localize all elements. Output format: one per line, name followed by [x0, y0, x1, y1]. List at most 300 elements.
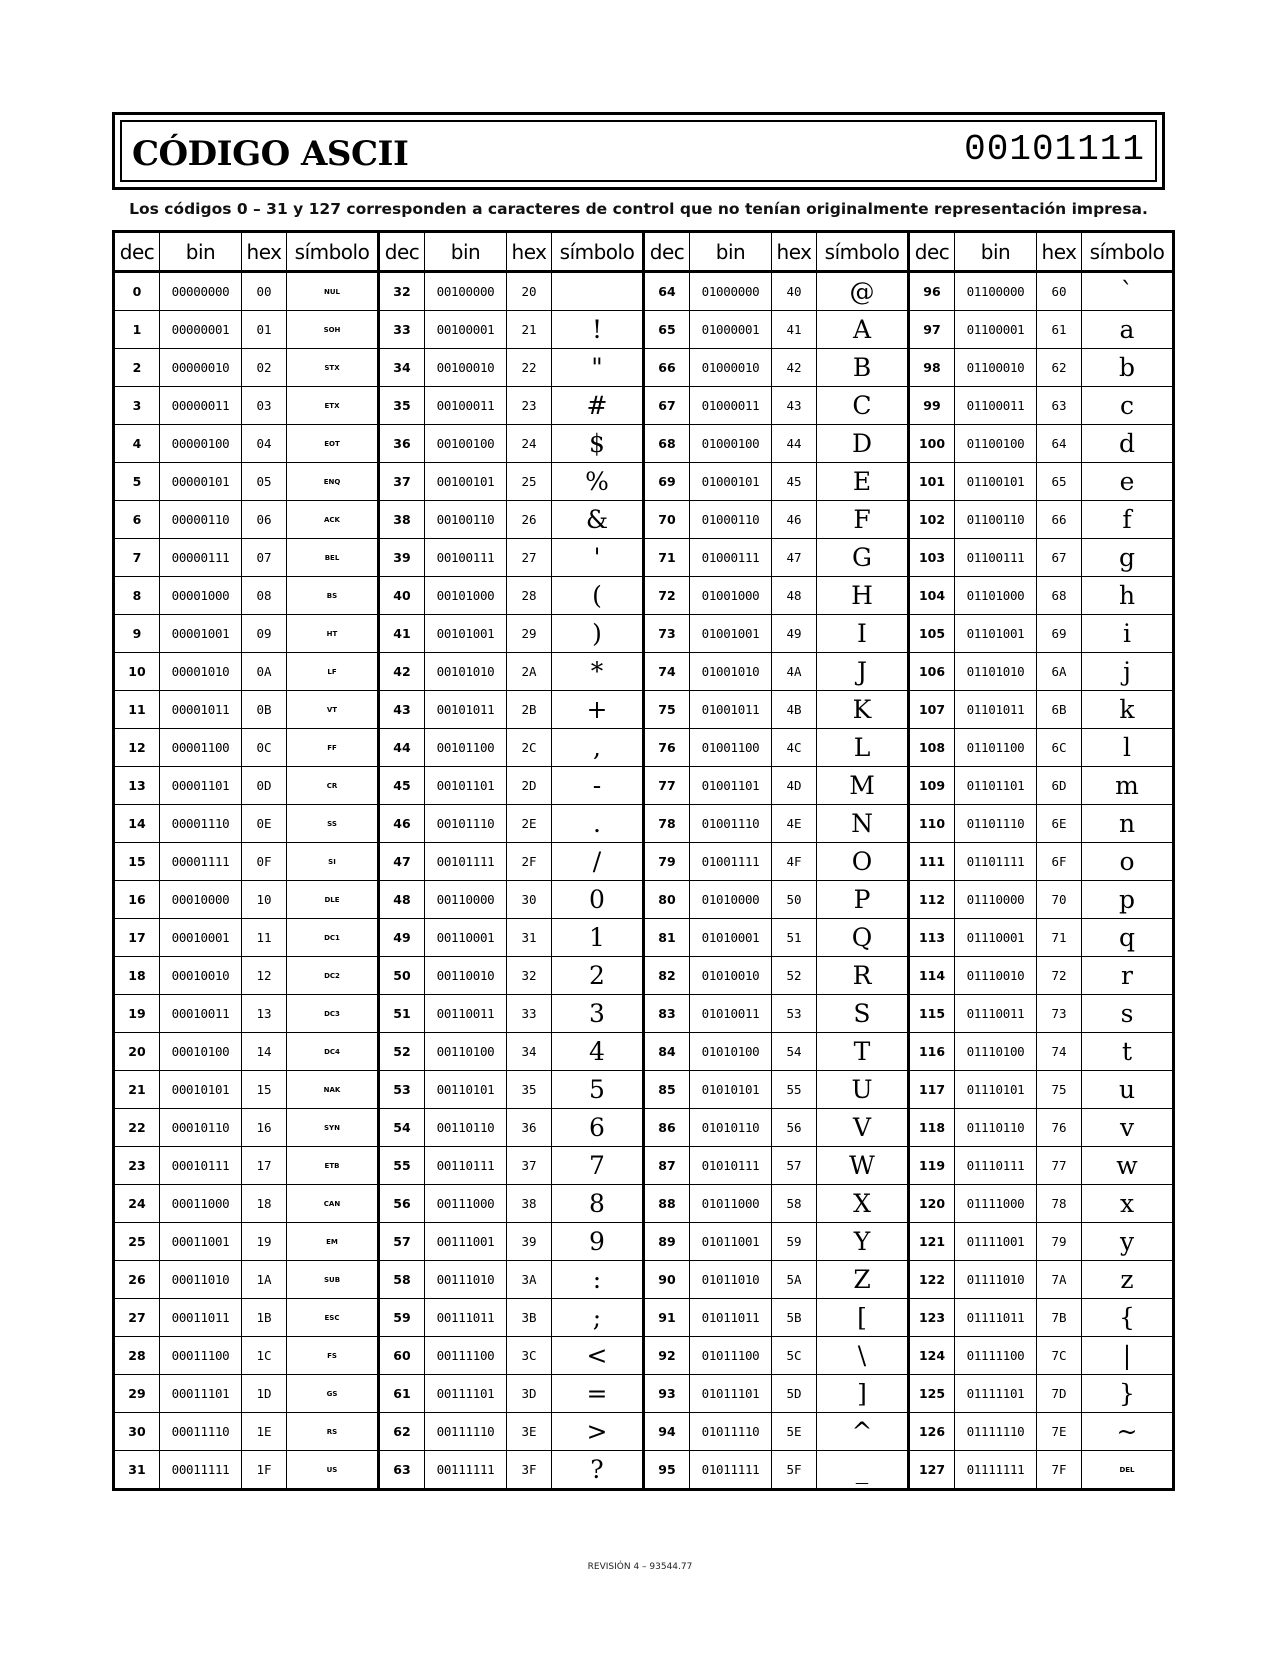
table-row — [114, 729, 1174, 767]
cell-dec: 109 — [909, 767, 955, 805]
cell-dec: 68 — [644, 425, 690, 463]
cell-dec: 4 — [114, 425, 160, 463]
cell-hex: 33 — [507, 995, 552, 1033]
table-row — [114, 1299, 1174, 1337]
table-row — [114, 387, 1174, 425]
cell-symbol: 7 — [552, 1147, 644, 1185]
cell-bin: 00001000 — [160, 577, 242, 615]
cell-hex: 73 — [1037, 995, 1082, 1033]
cell-hex: 4E — [772, 805, 817, 843]
cell-hex: 12 — [242, 957, 287, 995]
cell-dec: 117 — [909, 1071, 955, 1109]
table-row — [114, 1413, 1174, 1451]
cell-bin: 00100001 — [425, 311, 507, 349]
cell-hex: 2B — [507, 691, 552, 729]
cell-bin: 00111111 — [425, 1451, 507, 1490]
cell-symbol: H — [817, 577, 909, 615]
cell-dec: 65 — [644, 311, 690, 349]
cell-bin: 01101111 — [955, 843, 1037, 881]
cell-hex: 77 — [1037, 1147, 1082, 1185]
cell-dec: 125 — [909, 1375, 955, 1413]
cell-bin: 01110010 — [955, 957, 1037, 995]
cell-symbol: + — [552, 691, 644, 729]
cell-dec: 95 — [644, 1451, 690, 1490]
cell-hex: 0D — [242, 767, 287, 805]
cell-hex: 43 — [772, 387, 817, 425]
cell-hex: 60 — [1037, 272, 1082, 311]
cell-symbol: ] — [817, 1375, 909, 1413]
cell-hex: 61 — [1037, 311, 1082, 349]
cell-bin: 01101000 — [955, 577, 1037, 615]
cell-symbol: ( — [552, 577, 644, 615]
cell-symbol: _ — [817, 1451, 909, 1490]
cell-bin: 01110101 — [955, 1071, 1037, 1109]
cell-hex: 27 — [507, 539, 552, 577]
cell-hex: 10 — [242, 881, 287, 919]
cell-dec: 26 — [114, 1261, 160, 1299]
cell-symbol: r — [1082, 957, 1174, 995]
cell-hex: 1B — [242, 1299, 287, 1337]
cell-symbol: } — [1082, 1375, 1174, 1413]
table-row — [114, 957, 1174, 995]
cell-hex: 68 — [1037, 577, 1082, 615]
cell-bin: 01001011 — [690, 691, 772, 729]
cell-bin: 01100001 — [955, 311, 1037, 349]
cell-bin: 01001000 — [690, 577, 772, 615]
cell-bin: 00011101 — [160, 1375, 242, 1413]
cell-bin: 01111100 — [955, 1337, 1037, 1375]
cell-hex: 71 — [1037, 919, 1082, 957]
cell-symbol: DC4 — [287, 1033, 379, 1071]
cell-bin: 00110001 — [425, 919, 507, 957]
cell-dec: 71 — [644, 539, 690, 577]
cell-symbol: h — [1082, 577, 1174, 615]
cell-hex: 7F — [1037, 1451, 1082, 1490]
cell-symbol: c — [1082, 387, 1174, 425]
cell-symbol: n — [1082, 805, 1174, 843]
cell-bin: 01010011 — [690, 995, 772, 1033]
cell-symbol: ENQ — [287, 463, 379, 501]
cell-hex: 40 — [772, 272, 817, 311]
cell-hex: 3E — [507, 1413, 552, 1451]
cell-bin: 00101111 — [425, 843, 507, 881]
column-header-dec: dec — [114, 232, 160, 272]
cell-symbol: 2 — [552, 957, 644, 995]
cell-hex: 2A — [507, 653, 552, 691]
cell-symbol: 4 — [552, 1033, 644, 1071]
cell-bin: 00011010 — [160, 1261, 242, 1299]
cell-dec: 18 — [114, 957, 160, 995]
cell-symbol: | — [1082, 1337, 1174, 1375]
cell-symbol: ! — [552, 311, 644, 349]
cell-dec: 127 — [909, 1451, 955, 1490]
cell-dec: 75 — [644, 691, 690, 729]
cell-symbol: 8 — [552, 1185, 644, 1223]
table-row — [114, 425, 1174, 463]
cell-dec: 81 — [644, 919, 690, 957]
cell-symbol: T — [817, 1033, 909, 1071]
cell-dec: 38 — [379, 501, 425, 539]
cell-dec: 53 — [379, 1071, 425, 1109]
table-row — [114, 311, 1174, 349]
cell-bin: 01100111 — [955, 539, 1037, 577]
cell-hex: 16 — [242, 1109, 287, 1147]
column-header-bin: bin — [955, 232, 1037, 272]
cell-hex: 06 — [242, 501, 287, 539]
cell-hex: 6F — [1037, 843, 1082, 881]
cell-hex: 6D — [1037, 767, 1082, 805]
cell-symbol: / — [552, 843, 644, 881]
cell-dec: 55 — [379, 1147, 425, 1185]
cell-symbol: 3 — [552, 995, 644, 1033]
cell-bin: 01011000 — [690, 1185, 772, 1223]
cell-symbol: a — [1082, 311, 1174, 349]
cell-dec: 102 — [909, 501, 955, 539]
cell-bin: 00000000 — [160, 272, 242, 311]
cell-dec: 3 — [114, 387, 160, 425]
cell-symbol: = — [552, 1375, 644, 1413]
cell-symbol: I — [817, 615, 909, 653]
cell-bin: 00000111 — [160, 539, 242, 577]
cell-bin: 00100000 — [425, 272, 507, 311]
cell-hex: 13 — [242, 995, 287, 1033]
cell-bin: 00001111 — [160, 843, 242, 881]
cell-dec: 30 — [114, 1413, 160, 1451]
table-row — [114, 1223, 1174, 1261]
cell-hex: 4D — [772, 767, 817, 805]
cell-symbol: 5 — [552, 1071, 644, 1109]
cell-dec: 98 — [909, 349, 955, 387]
table-row — [114, 615, 1174, 653]
cell-dec: 27 — [114, 1299, 160, 1337]
cell-bin: 00111101 — [425, 1375, 507, 1413]
cell-dec: 60 — [379, 1337, 425, 1375]
title-box — [112, 112, 1165, 190]
cell-dec: 57 — [379, 1223, 425, 1261]
cell-dec: 17 — [114, 919, 160, 957]
cell-dec: 112 — [909, 881, 955, 919]
cell-symbol: i — [1082, 615, 1174, 653]
cell-bin: 00001110 — [160, 805, 242, 843]
cell-symbol: G — [817, 539, 909, 577]
cell-symbol: O — [817, 843, 909, 881]
cell-dec: 49 — [379, 919, 425, 957]
cell-dec: 13 — [114, 767, 160, 805]
cell-symbol: FF — [287, 729, 379, 767]
cell-symbol: j — [1082, 653, 1174, 691]
column-header-symbol: símbolo — [552, 232, 644, 272]
cell-hex: 56 — [772, 1109, 817, 1147]
cell-dec: 108 — [909, 729, 955, 767]
cell-symbol: @ — [817, 272, 909, 311]
cell-dec: 33 — [379, 311, 425, 349]
cell-bin: 01100000 — [955, 272, 1037, 311]
cell-hex: 31 — [507, 919, 552, 957]
cell-bin: 00000011 — [160, 387, 242, 425]
cell-symbol: [ — [817, 1299, 909, 1337]
cell-dec: 36 — [379, 425, 425, 463]
cell-hex: 44 — [772, 425, 817, 463]
cell-bin: 00100110 — [425, 501, 507, 539]
cell-hex: 1A — [242, 1261, 287, 1299]
cell-symbol: b — [1082, 349, 1174, 387]
cell-bin: 01011001 — [690, 1223, 772, 1261]
cell-dec: 1 — [114, 311, 160, 349]
cell-bin: 01011011 — [690, 1299, 772, 1337]
cell-hex: 2F — [507, 843, 552, 881]
cell-hex: 5E — [772, 1413, 817, 1451]
cell-hex: 15 — [242, 1071, 287, 1109]
cell-hex: 67 — [1037, 539, 1082, 577]
cell-bin: 01001101 — [690, 767, 772, 805]
cell-dec: 91 — [644, 1299, 690, 1337]
cell-bin: 01010100 — [690, 1033, 772, 1071]
cell-dec: 32 — [379, 272, 425, 311]
cell-bin: 00011001 — [160, 1223, 242, 1261]
cell-bin: 00010110 — [160, 1109, 242, 1147]
cell-bin: 01111010 — [955, 1261, 1037, 1299]
cell-bin: 01100010 — [955, 349, 1037, 387]
cell-hex: 22 — [507, 349, 552, 387]
cell-dec: 115 — [909, 995, 955, 1033]
cell-symbol: SOH — [287, 311, 379, 349]
cell-symbol: W — [817, 1147, 909, 1185]
cell-hex: 23 — [507, 387, 552, 425]
cell-symbol: VT — [287, 691, 379, 729]
cell-bin: 01010111 — [690, 1147, 772, 1185]
cell-symbol: . — [552, 805, 644, 843]
cell-hex: 07 — [242, 539, 287, 577]
cell-bin: 00110011 — [425, 995, 507, 1033]
cell-symbol: Z — [817, 1261, 909, 1299]
cell-dec: 66 — [644, 349, 690, 387]
cell-symbol: DEL — [1082, 1451, 1174, 1490]
page-title: CÓDIGO ASCII — [132, 134, 409, 174]
cell-hex: 03 — [242, 387, 287, 425]
cell-symbol: # — [552, 387, 644, 425]
cell-dec: 90 — [644, 1261, 690, 1299]
cell-hex: 58 — [772, 1185, 817, 1223]
cell-bin: 01110011 — [955, 995, 1037, 1033]
cell-hex: 3A — [507, 1261, 552, 1299]
cell-dec: 103 — [909, 539, 955, 577]
cell-dec: 110 — [909, 805, 955, 843]
cell-bin: 00010000 — [160, 881, 242, 919]
table-row — [114, 1375, 1174, 1413]
cell-symbol: k — [1082, 691, 1174, 729]
table-row — [114, 1185, 1174, 1223]
cell-symbol: u — [1082, 1071, 1174, 1109]
cell-symbol: F — [817, 501, 909, 539]
cell-hex: 0F — [242, 843, 287, 881]
cell-bin: 00001011 — [160, 691, 242, 729]
cell-symbol: g — [1082, 539, 1174, 577]
cell-bin: 00111110 — [425, 1413, 507, 1451]
cell-dec: 116 — [909, 1033, 955, 1071]
cell-dec: 85 — [644, 1071, 690, 1109]
cell-bin: 01000111 — [690, 539, 772, 577]
cell-dec: 86 — [644, 1109, 690, 1147]
cell-bin: 01000010 — [690, 349, 772, 387]
cell-bin: 01101101 — [955, 767, 1037, 805]
cell-hex: 7A — [1037, 1261, 1082, 1299]
cell-dec: 69 — [644, 463, 690, 501]
cell-dec: 42 — [379, 653, 425, 691]
cell-hex: 59 — [772, 1223, 817, 1261]
cell-bin: 00111011 — [425, 1299, 507, 1337]
cell-symbol: A — [817, 311, 909, 349]
cell-hex: 7B — [1037, 1299, 1082, 1337]
cell-symbol: s — [1082, 995, 1174, 1033]
cell-bin: 00110111 — [425, 1147, 507, 1185]
cell-bin: 00011011 — [160, 1299, 242, 1337]
cell-symbol: q — [1082, 919, 1174, 957]
cell-hex: 1D — [242, 1375, 287, 1413]
cell-symbol: $ — [552, 425, 644, 463]
cell-symbol: C — [817, 387, 909, 425]
table-row — [114, 691, 1174, 729]
cell-symbol: X — [817, 1185, 909, 1223]
cell-bin: 00111100 — [425, 1337, 507, 1375]
cell-symbol: ^ — [817, 1413, 909, 1451]
cell-bin: 01110111 — [955, 1147, 1037, 1185]
cell-hex: 19 — [242, 1223, 287, 1261]
cell-dec: 74 — [644, 653, 690, 691]
table-row — [114, 272, 1174, 311]
cell-bin: 00011000 — [160, 1185, 242, 1223]
cell-dec: 79 — [644, 843, 690, 881]
cell-hex: 41 — [772, 311, 817, 349]
table-row — [114, 1071, 1174, 1109]
cell-symbol: J — [817, 653, 909, 691]
cell-hex: 04 — [242, 425, 287, 463]
cell-hex: 7C — [1037, 1337, 1082, 1375]
cell-dec: 118 — [909, 1109, 955, 1147]
ascii-table — [112, 230, 1175, 1491]
cell-symbol: * — [552, 653, 644, 691]
table-row — [114, 577, 1174, 615]
cell-symbol: w — [1082, 1147, 1174, 1185]
cell-dec: 111 — [909, 843, 955, 881]
cell-hex: 1F — [242, 1451, 287, 1490]
cell-hex: 45 — [772, 463, 817, 501]
cell-hex: 75 — [1037, 1071, 1082, 1109]
cell-bin: 01110110 — [955, 1109, 1037, 1147]
cell-bin: 00111000 — [425, 1185, 507, 1223]
cell-symbol: ESC — [287, 1299, 379, 1337]
cell-dec: 21 — [114, 1071, 160, 1109]
cell-dec: 10 — [114, 653, 160, 691]
cell-dec: 59 — [379, 1299, 425, 1337]
cell-dec: 89 — [644, 1223, 690, 1261]
cell-hex: 69 — [1037, 615, 1082, 653]
cell-symbol: Y — [817, 1223, 909, 1261]
cell-dec: 62 — [379, 1413, 425, 1451]
column-header-hex: hex — [242, 232, 287, 272]
cell-bin: 01000110 — [690, 501, 772, 539]
cell-symbol: \ — [817, 1337, 909, 1375]
cell-dec: 43 — [379, 691, 425, 729]
cell-bin: 01001010 — [690, 653, 772, 691]
cell-symbol: " — [552, 349, 644, 387]
cell-symbol: ' — [552, 539, 644, 577]
cell-dec: 54 — [379, 1109, 425, 1147]
cell-dec: 120 — [909, 1185, 955, 1223]
cell-bin: 01100011 — [955, 387, 1037, 425]
column-header-bin: bin — [160, 232, 242, 272]
cell-hex: 47 — [772, 539, 817, 577]
column-header-symbol: símbolo — [287, 232, 379, 272]
cell-symbol: E — [817, 463, 909, 501]
cell-hex: 49 — [772, 615, 817, 653]
cell-dec: 67 — [644, 387, 690, 425]
cell-bin: 00111010 — [425, 1261, 507, 1299]
cell-symbol: & — [552, 501, 644, 539]
title-inner — [120, 120, 1157, 182]
cell-hex: 25 — [507, 463, 552, 501]
cell-hex: 7E — [1037, 1413, 1082, 1451]
cell-hex: 34 — [507, 1033, 552, 1071]
cell-dec: 114 — [909, 957, 955, 995]
cell-hex: 46 — [772, 501, 817, 539]
cell-bin: 01001100 — [690, 729, 772, 767]
column-header-hex: hex — [1037, 232, 1082, 272]
cell-symbol: STX — [287, 349, 379, 387]
cell-hex: 6E — [1037, 805, 1082, 843]
cell-symbol: M — [817, 767, 909, 805]
cell-dec: 126 — [909, 1413, 955, 1451]
cell-symbol: SS — [287, 805, 379, 843]
cell-hex: 0C — [242, 729, 287, 767]
cell-dec: 88 — [644, 1185, 690, 1223]
cell-dec: 78 — [644, 805, 690, 843]
cell-bin: 01011110 — [690, 1413, 772, 1451]
cell-dec: 80 — [644, 881, 690, 919]
cell-hex: 01 — [242, 311, 287, 349]
cell-dec: 8 — [114, 577, 160, 615]
cell-dec: 23 — [114, 1147, 160, 1185]
cell-hex: 09 — [242, 615, 287, 653]
cell-bin: 01001001 — [690, 615, 772, 653]
cell-bin: 01001111 — [690, 843, 772, 881]
cell-symbol: > — [552, 1413, 644, 1451]
cell-dec: 29 — [114, 1375, 160, 1413]
cell-bin: 01110100 — [955, 1033, 1037, 1071]
cell-bin: 00100101 — [425, 463, 507, 501]
cell-bin: 01101100 — [955, 729, 1037, 767]
cell-dec: 12 — [114, 729, 160, 767]
table-row — [114, 463, 1174, 501]
cell-hex: 4F — [772, 843, 817, 881]
table-body — [114, 272, 1174, 1490]
cell-symbol: US — [287, 1451, 379, 1490]
cell-symbol: ETX — [287, 387, 379, 425]
cell-hex: 24 — [507, 425, 552, 463]
cell-bin: 01000011 — [690, 387, 772, 425]
cell-bin: 00010001 — [160, 919, 242, 957]
column-header-hex: hex — [507, 232, 552, 272]
cell-symbol: D — [817, 425, 909, 463]
cell-hex: 5D — [772, 1375, 817, 1413]
cell-dec: 106 — [909, 653, 955, 691]
cell-dec: 2 — [114, 349, 160, 387]
cell-symbol — [552, 272, 644, 311]
cell-dec: 61 — [379, 1375, 425, 1413]
cell-symbol: z — [1082, 1261, 1174, 1299]
cell-hex: 66 — [1037, 501, 1082, 539]
cell-dec: 56 — [379, 1185, 425, 1223]
cell-bin: 00001010 — [160, 653, 242, 691]
